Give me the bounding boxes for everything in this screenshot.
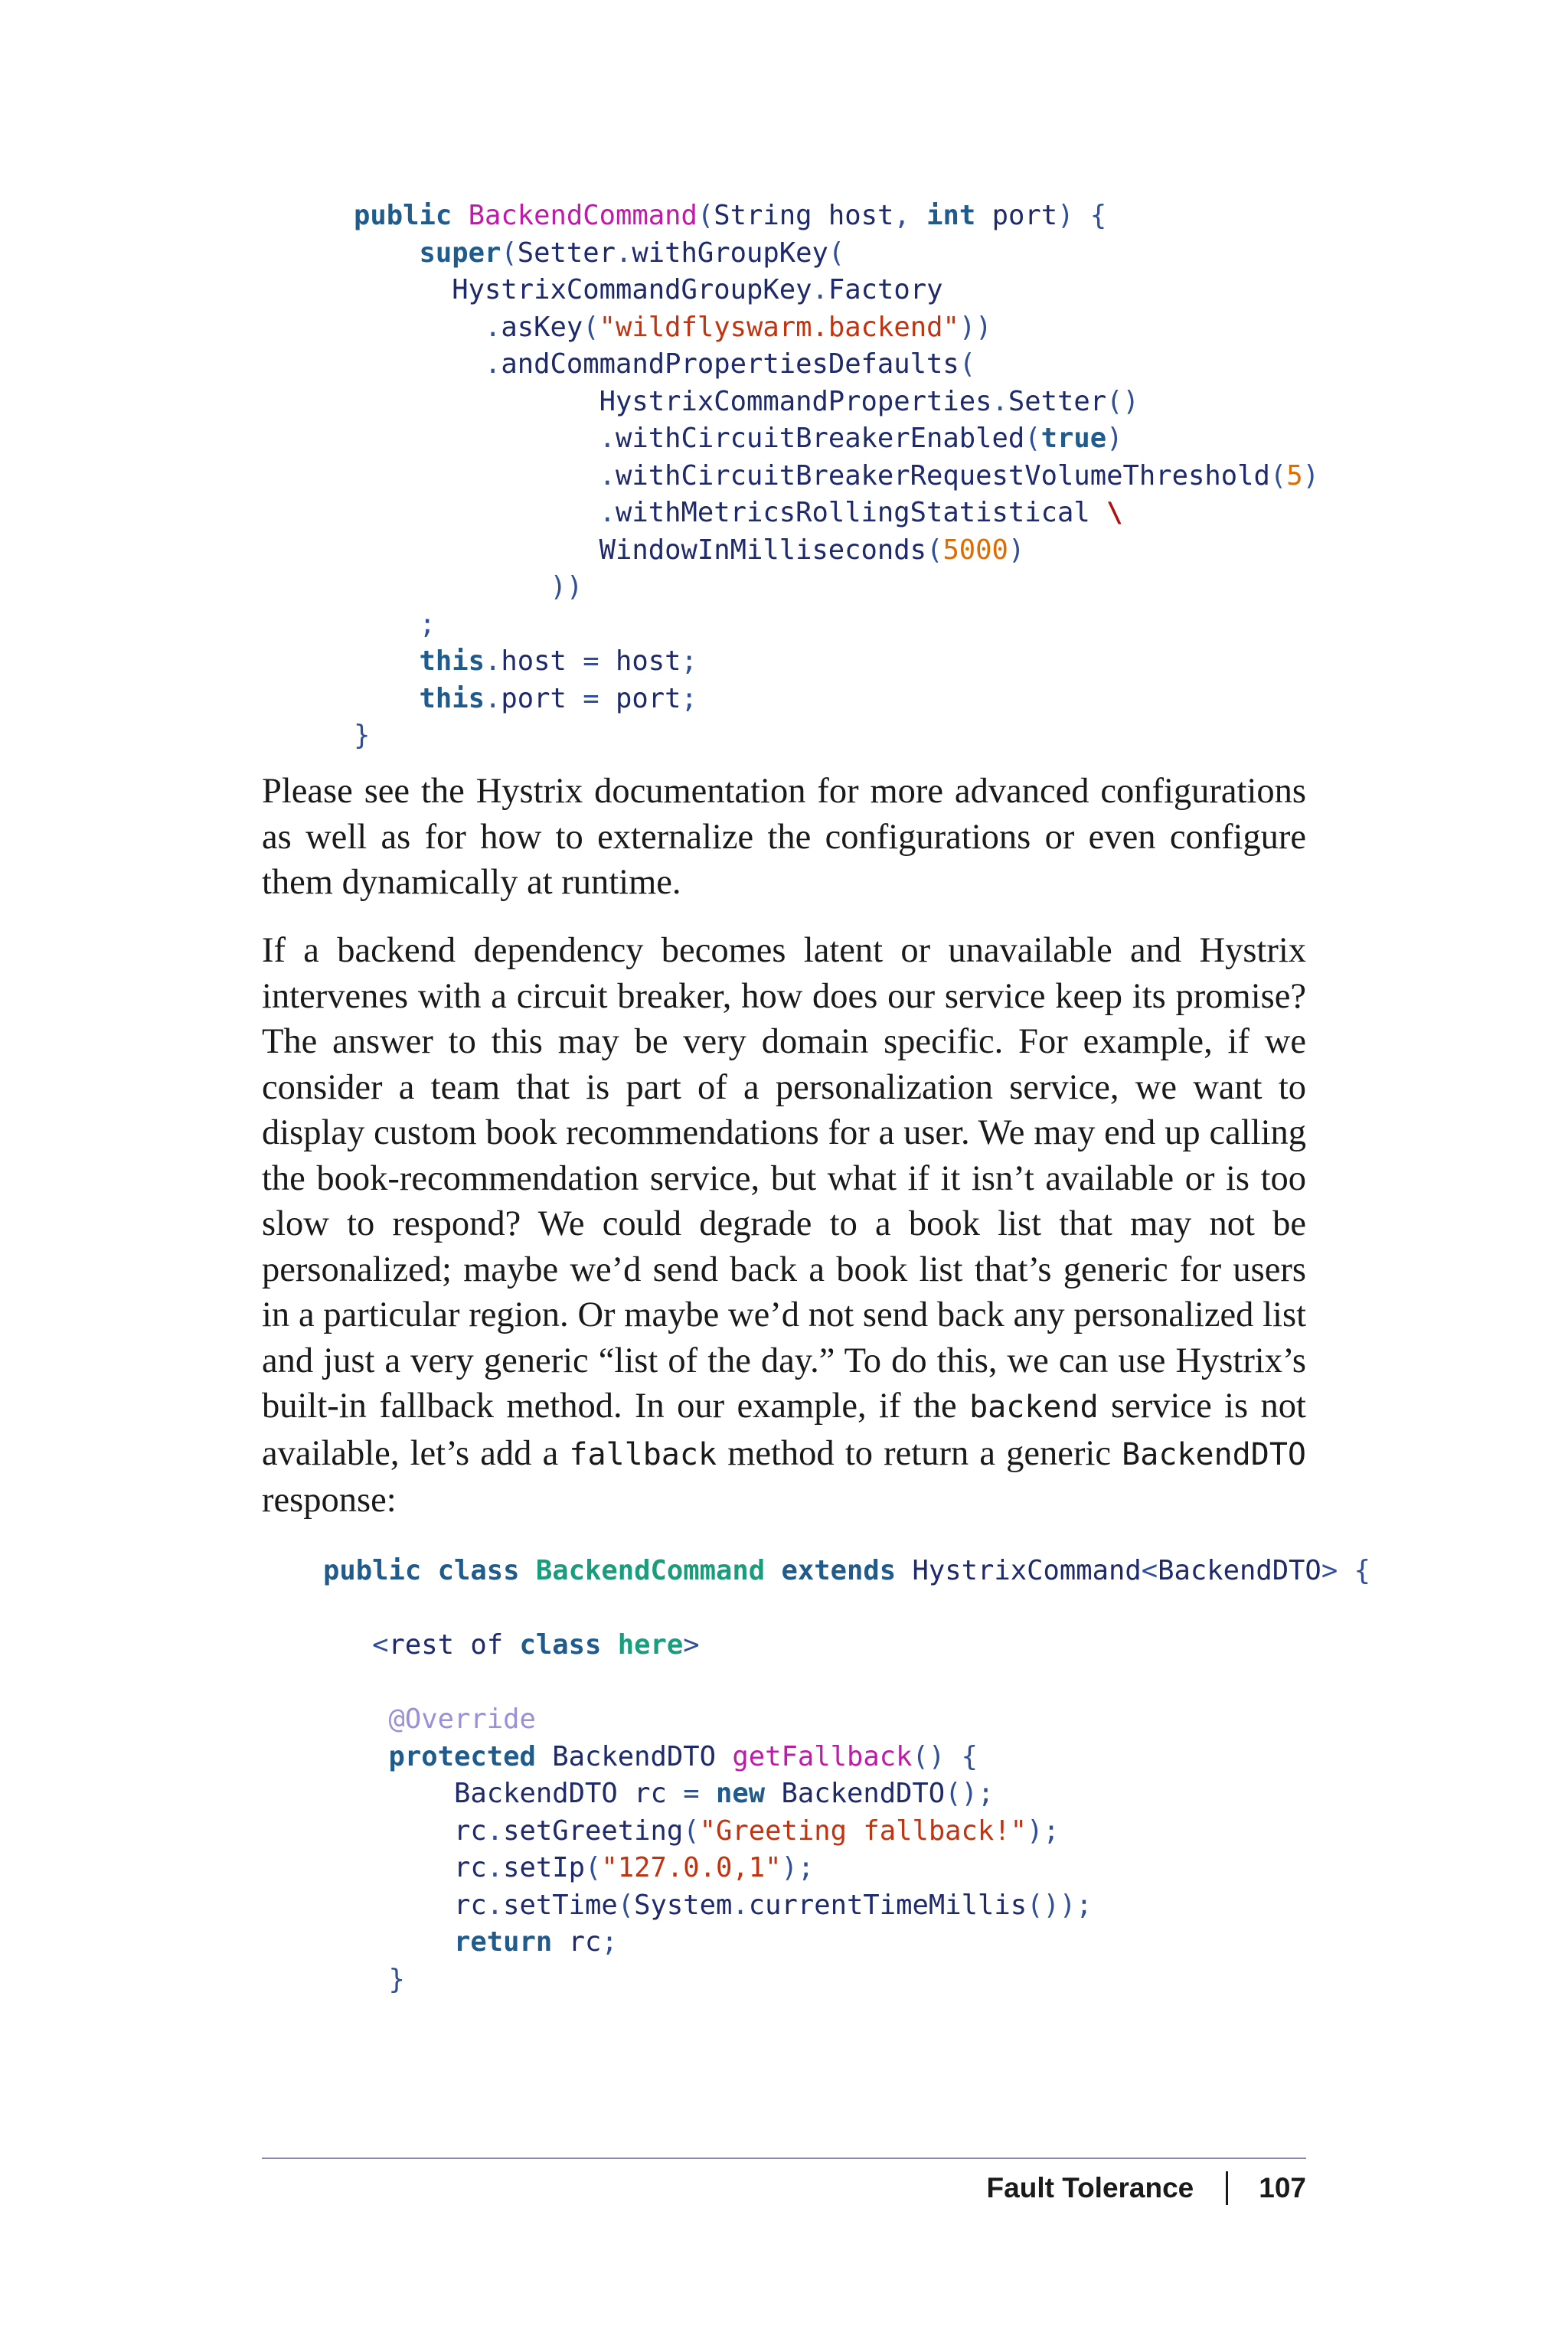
code-line: BackendDTO rc = new BackendDTO(); (323, 1778, 995, 1809)
code-line: rc.setIp("127.0.0,1"); (323, 1852, 815, 1883)
code-line: @Override (388, 1704, 536, 1735)
footer-section-title: Fault Tolerance (986, 2172, 1194, 2203)
code-line: super(Setter.withGroupKey( (419, 237, 845, 269)
code-line: ; (419, 608, 436, 640)
footer-separator (1226, 2171, 1228, 2205)
page-footer (987, 2167, 1306, 2210)
code-line: public class BackendCommand extends HystrixCommand<BackendDTO> { (323, 1555, 1370, 1586)
paragraph-text: If a backend dependency becomes latent or unavailable and Hystrix intervenes with a circuit breaker, how does our service keep its promise? The answer to this may be very domain specific. For example, if we consider a team that is part of a personalization service, we want to display custom book recommendations for a user. We may end up calling the book-recommendation service, but what if it isn’t available or is too slow to respond? We could degrade to a book list that may not be personalized; maybe we’d send back a book list that’s generic for users in a particular region. Or maybe we’d not send back any personalized list and just a very generic “list of the day.” To do this, we can use Hystrix’s built-in fallback method. In our example, if the (262, 931, 1306, 1426)
code-line: } (388, 1963, 405, 1995)
code-line: protected BackendDTO getFallback() { (388, 1740, 978, 1772)
code-line: public BackendCommand(String host, int port) { (354, 200, 1107, 231)
footer-page-number: 107 (1259, 2172, 1306, 2203)
inline-code-backenddto: BackendDTO (1122, 1436, 1306, 1472)
code-line: HystrixCommandGroupKey.Factory (354, 274, 943, 305)
code-line: this.host = host; (419, 645, 697, 677)
code-line: .andCommandPropertiesDefaults( (484, 348, 976, 380)
inline-code-fallback: fallback (569, 1436, 717, 1472)
code-line: WindowInMilliseconds(5000) (354, 534, 1025, 566)
code-line: rc.setTime(System.currentTimeMillis()); (323, 1889, 1093, 1921)
code-line: .withCircuitBreakerEnabled(true) (599, 423, 1123, 454)
paragraph-text: service is not available, let’s add a (262, 1387, 1306, 1473)
paragraph-text: method to return a generic (717, 1433, 1122, 1473)
code-block-get-fallback (323, 1553, 1370, 1998)
code-line: )) (550, 571, 583, 603)
paragraph-fallback-explanation (262, 928, 1306, 1524)
code-line: .withCircuitBreakerRequestVolumeThreshold(5) (599, 459, 1320, 492)
code-line: HystrixCommandProperties.Setter() (354, 385, 1139, 417)
inline-code-backend: backend (969, 1390, 1099, 1425)
code-block-backend-command-constructor (354, 198, 1319, 755)
code-line: .asKey("wildflyswarm.backend")) (484, 311, 992, 343)
code-line: .withMetricsRollingStatistical \ (599, 497, 1123, 528)
code-line: return rc; (453, 1926, 618, 1958)
code-line: this.port = port; (419, 682, 697, 714)
code-line: <rest of class here> (372, 1629, 700, 1661)
paragraph-text: response: (262, 1481, 397, 1520)
paragraph-hystrix-documentation: Please see the Hystrix documentation for more advanced configurations as well as for how to externalize the configurations or even configure them dynamically at runtime. (262, 772, 1306, 902)
code-line: } (354, 720, 371, 751)
footer-divider (262, 2158, 1306, 2159)
code-line: rc.setGreeting("Greeting fallback!"); (323, 1815, 1060, 1847)
